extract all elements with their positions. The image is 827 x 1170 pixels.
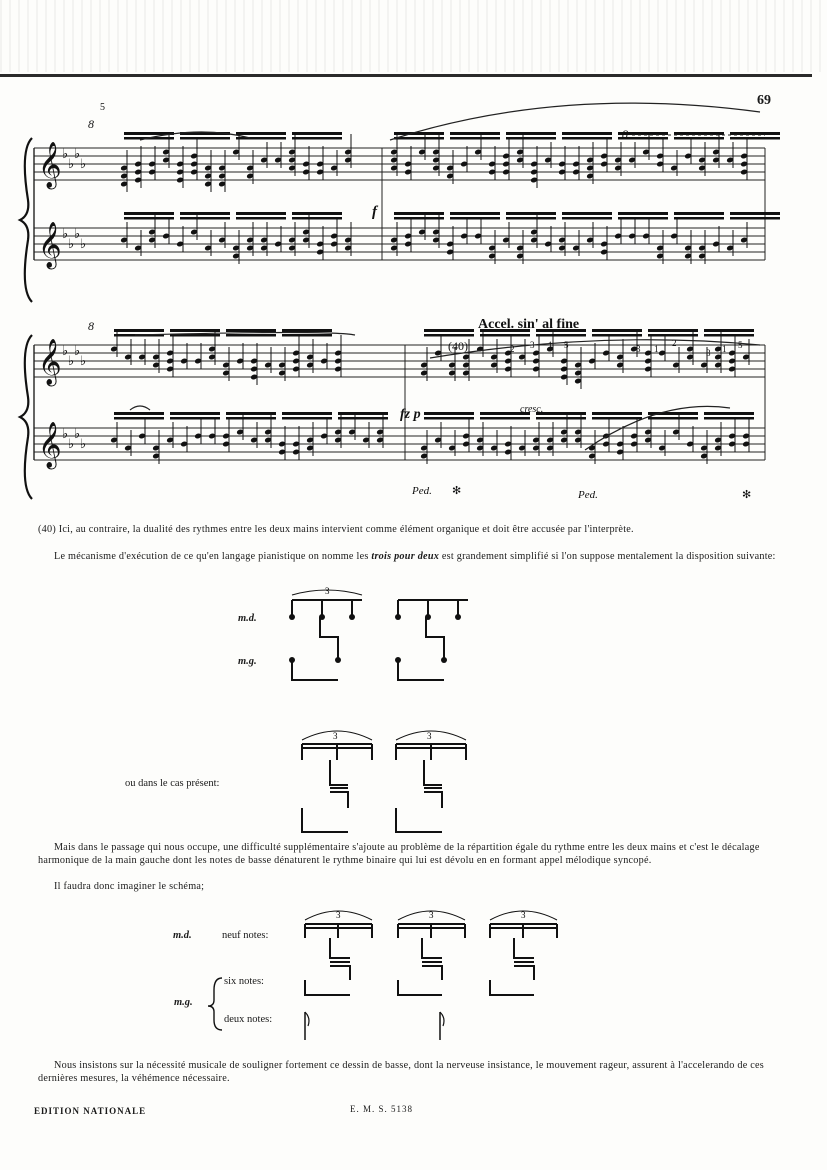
fingering-5: 5 [100, 102, 105, 113]
system-braces [20, 138, 32, 499]
fingering: 1 [548, 340, 553, 350]
key-flat: ♭ [80, 354, 87, 369]
fingering: 5 [738, 340, 743, 350]
pedal-2: Ped. [578, 489, 598, 501]
key-flat: ♭ [74, 344, 81, 359]
label-md: m.d. [238, 613, 257, 624]
key-flat: ♭ [80, 237, 87, 252]
key-flat: ♭ [62, 344, 69, 359]
crescendo: cresc. [520, 404, 544, 415]
key-flat: ♭ [80, 157, 87, 172]
paragraph-trois-pour-deux [38, 550, 798, 563]
dynamic-f: f [372, 204, 377, 220]
slur-6 [130, 406, 150, 410]
label-six-notes: six notes: [224, 976, 264, 987]
octave-mark-1: 8 [88, 117, 94, 131]
key-flat: ♭ [68, 157, 75, 172]
paragraph-schema: Il faudra donc imaginer le schéma; [54, 881, 205, 892]
triplet-number: 3 [333, 731, 338, 741]
pedal-release-1: ✻ [452, 485, 462, 497]
clef: 𝄞 [38, 339, 62, 385]
beams [114, 132, 780, 420]
dynamic-fzp: fz p [400, 407, 421, 422]
page-number: 69 [757, 93, 771, 108]
diagram-1-heads [289, 614, 461, 663]
key-flat: ♭ [80, 437, 87, 452]
label-mg-2: m.g. [174, 997, 193, 1008]
fingering: 5 [564, 340, 569, 350]
key-flat: ♭ [62, 227, 69, 242]
rhythm-diagram-1 [292, 590, 468, 680]
triplet-number: 3 [521, 910, 526, 920]
rhythm-diagram-2 [302, 731, 466, 832]
p2-end: est grandement simplifié si l'on suppose mentalement la disposition suivante: [441, 551, 776, 562]
label-neuf-notes: neuf notes: [222, 930, 269, 941]
label-deux-notes: deux notes: [224, 1014, 273, 1025]
clef: 𝄞 [38, 222, 62, 268]
label-mg: m.g. [238, 656, 257, 667]
brace-mg [208, 978, 222, 1030]
fingering: 3 [706, 348, 711, 358]
fingering: 2 [510, 344, 515, 354]
fingering: 1 [722, 344, 727, 354]
footer-edition: EDITION NATIONALE [34, 1106, 147, 1116]
key-flat: ♭ [74, 227, 81, 242]
p2-start: Le mécanisme d'exécution de ce qu'en langage pianistique on nomme les [54, 551, 369, 562]
fingering: 1 [654, 344, 659, 354]
triplet-number: 3 [325, 586, 330, 596]
fingering: 3 [636, 344, 641, 354]
tempo-marking: Accel. sin' al fine [478, 317, 580, 332]
key-flat: ♭ [74, 427, 81, 442]
triplet-number: 3 [336, 910, 341, 920]
triplet-number: 3 [429, 910, 434, 920]
key-flat: ♭ [68, 437, 75, 452]
footnote-ref: (40) [448, 339, 468, 353]
clef: 𝄞 [38, 422, 62, 468]
pedal-1: Ped. [412, 485, 432, 497]
clefs [38, 142, 86, 470]
key-flat: ♭ [68, 354, 75, 369]
label-cas-present: ou dans le cas présent: [125, 778, 220, 789]
octave-mark-3: 8 [88, 319, 94, 333]
footer-plate-number: E. M. S. 5138 [350, 1104, 414, 1114]
triplet-number: 3 [427, 731, 432, 741]
key-flat: ♭ [62, 427, 69, 442]
fingering: 2 [672, 338, 677, 348]
key-flat: ♭ [74, 147, 81, 162]
paragraph-difficulte: Mais dans le passage qui nous occupe, une difficulté supplémentaire s'ajoute au problème de la répartition égale du rythme entre les deux mains et c'est le décalage harmonique de la main gauche dont les notes de basse dénaturent le rythme binaire qui lui est dévolu en en formant appel mélodique syncopé. [38, 842, 760, 866]
p2-emphasis: trois pour deux [371, 551, 440, 562]
label-md-2: m.d. [173, 930, 192, 941]
key-flat: ♭ [62, 147, 69, 162]
octave-mark-2: 8 [622, 127, 628, 141]
clef: 𝄞 [38, 142, 62, 188]
footnote-paragraph: (40) Ici, au contraire, la dualité des rythmes entre les deux mains intervient comme élément organique et doit être accusée par l'interprète. [38, 524, 634, 535]
key-flat: ♭ [68, 237, 75, 252]
rhythm-diagram-3 [305, 911, 557, 1040]
fingering: 3 [530, 340, 535, 350]
paragraph-basse: Nous insistons sur la nécessité musicale de souligner fortement ce dessin de basse, dont la nerveuse insistance, le mouvement rageur, assurent à l'accelerando de ces dernières mesures, la véhémence nécessaire. [38, 1060, 765, 1084]
pedal-release-2: ✻ [742, 489, 752, 501]
